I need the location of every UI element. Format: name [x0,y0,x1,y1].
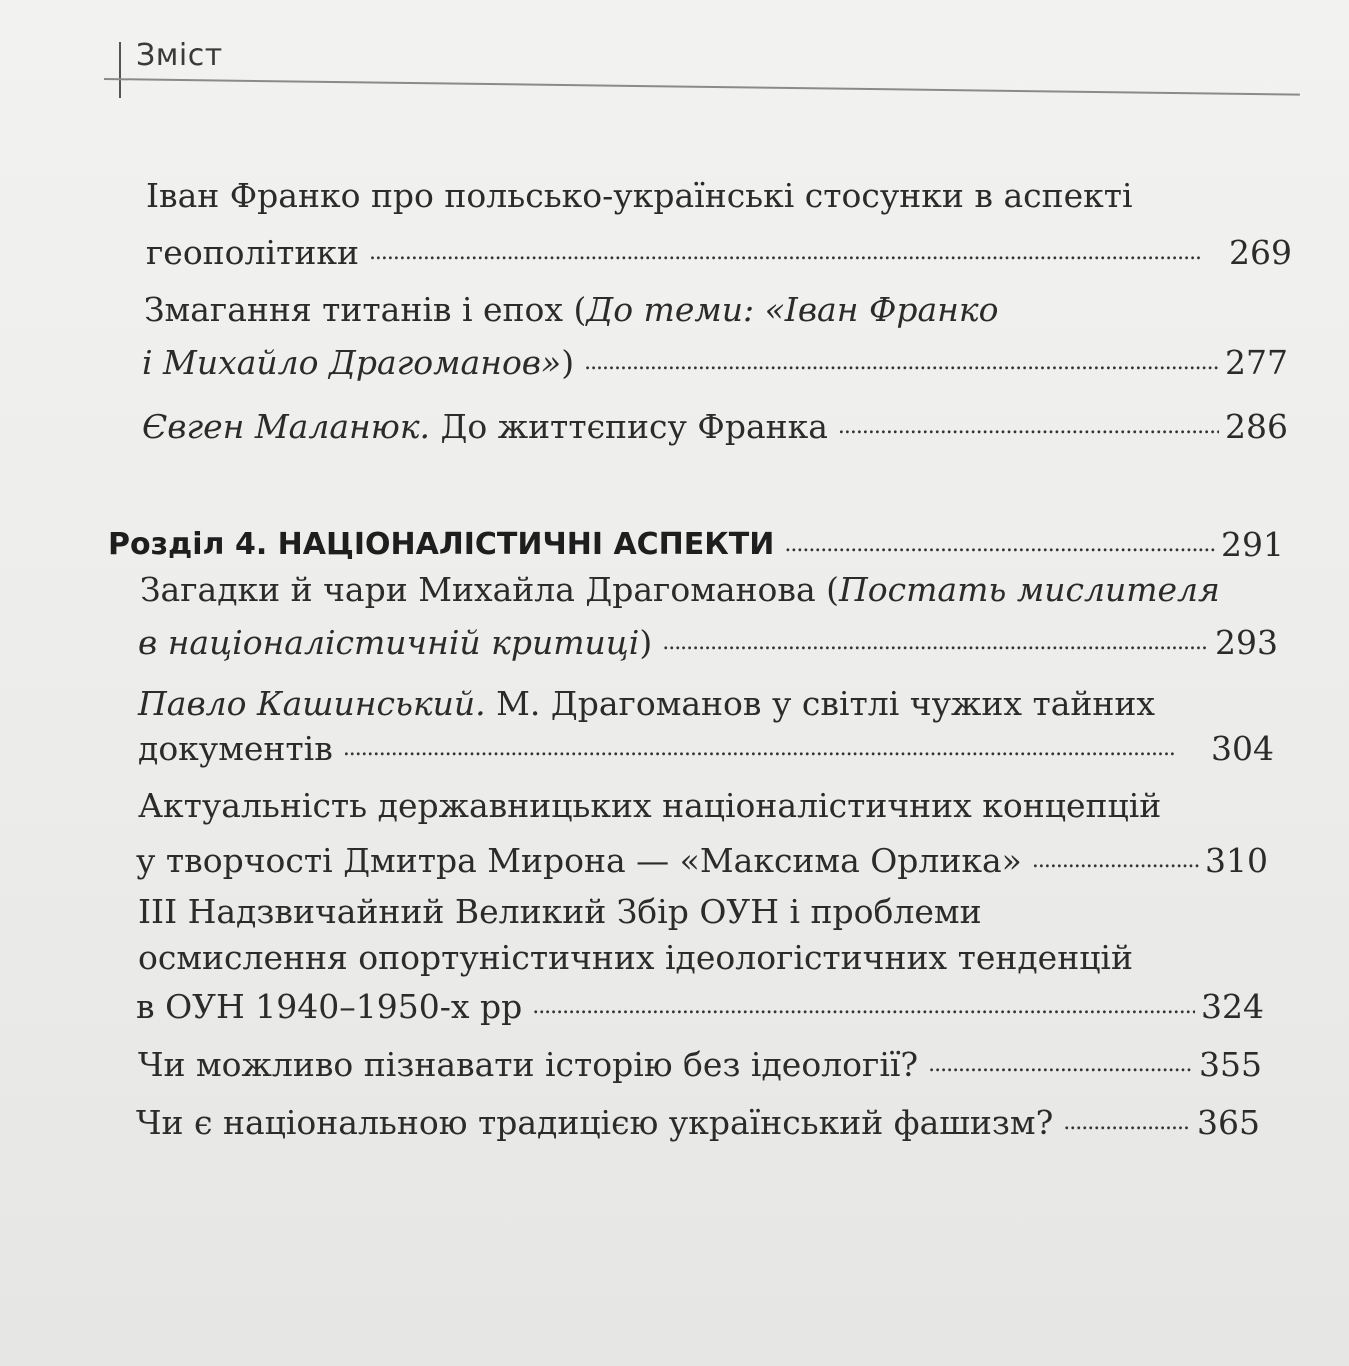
toc-entry-2-italic-2: і Михайло Драгоманов» [142,343,562,382]
leader-dots [784,520,1215,565]
toc-entry-5-page: 293 [1215,623,1278,662]
toc-entry-5-close-paren: ) [639,623,653,662]
toc-entry-2-page: 277 [1225,343,1288,382]
leader-dots [532,982,1195,1027]
toc-entry-3-page: 286 [1225,407,1288,446]
toc-entry-2-close-paren: ) [561,343,575,382]
toc-entry-1-line-1: Іван Франко про польсько-українські стосунки в аспекті [146,176,1133,215]
toc-entry-5-line-1 [140,570,1220,610]
leader-dots [1063,1098,1191,1143]
toc-entry-5-italic-2: в націоналістичній критиці [138,623,640,662]
section-4-heading[interactable] [108,520,1284,565]
toc-entry-8-line-3: в ОУН 1940–1950-х рр [136,987,523,1026]
toc-entry-2-italic-1: До теми: «Іван Франко [586,290,999,329]
toc-entry-5[interactable] [138,618,1278,663]
toc-entry-9[interactable] [138,1040,1262,1085]
leader-dots [369,228,1223,273]
leader-dots [1032,836,1199,881]
toc-entry-6[interactable] [138,724,1274,769]
toc-entry-6-line-2: документів [138,729,333,768]
toc-entry-3-author: Євген Маланюк. [142,407,431,446]
leader-dots [838,402,1219,447]
leader-dots [662,618,1209,663]
leader-dots [584,338,1219,383]
toc-entry-6-line-1 [138,684,1155,724]
toc-entry-5-italic-1: Постать мислителя [839,570,1220,609]
leader-dots [343,724,1205,769]
toc-entry-3-title: До життєпису Франка [430,407,828,446]
section-4-title: Розділ 4. НАЦІОНАЛІСТИЧНІ АСПЕКТИ [108,527,775,562]
toc-entry-9-page: 355 [1199,1045,1262,1084]
toc-entry-7[interactable] [136,836,1268,881]
toc-entry-7-line-1: Актуальність державницьких націоналістичних концепцій [138,786,1162,825]
toc-entry-10[interactable] [136,1098,1260,1143]
toc-entry-2[interactable] [142,338,1288,383]
running-header-title: Зміст [136,38,223,73]
toc-entry-8[interactable] [136,982,1264,1027]
toc-entry-3[interactable] [142,402,1288,447]
toc-entry-7-page: 310 [1205,841,1268,880]
toc-entry-2-line-2 [142,343,574,383]
toc-entry-9-text: Чи можливо пізнавати історію без ідеології? [138,1045,919,1084]
toc-entry-8-line-2: осмислення опортуністичних ідеологістичних тенденцій [138,938,1133,977]
toc-entry-7-line-2: у творчості Дмитра Мирона — «Максима Орлика» [136,841,1022,880]
section-4-page: 291 [1221,525,1284,564]
toc-entry-1-page: 269 [1229,233,1292,272]
toc-entry-6-page: 304 [1211,729,1274,768]
toc-entry-10-page: 365 [1197,1103,1260,1142]
toc-entry-6-title: М. Драгоманов у світлі чужих тайних [485,684,1155,723]
toc-entry-2-text: Змагання титанів і епох ( [144,290,587,329]
toc-entry-5-line-2 [138,623,652,663]
leader-dots [928,1040,1193,1085]
toc-entry-2-line-1 [144,290,998,330]
toc-entry-6-author: Павло Кашинський. [138,684,486,723]
toc-entry-8-page: 324 [1201,987,1264,1026]
toc-entry-8-line-1: ІІІ Надзвичайний Великий Збір ОУН і проблеми [138,892,982,931]
toc-entry-1-line-2: геополітики [146,233,359,272]
toc-entry-5-text: Загадки й чари Михайла Драгоманова ( [140,570,840,609]
toc-entry-10-text: Чи є національною традицією український фашизм? [136,1103,1054,1142]
toc-entry-3-text [142,407,828,447]
toc-entry-1[interactable] [146,228,1292,273]
